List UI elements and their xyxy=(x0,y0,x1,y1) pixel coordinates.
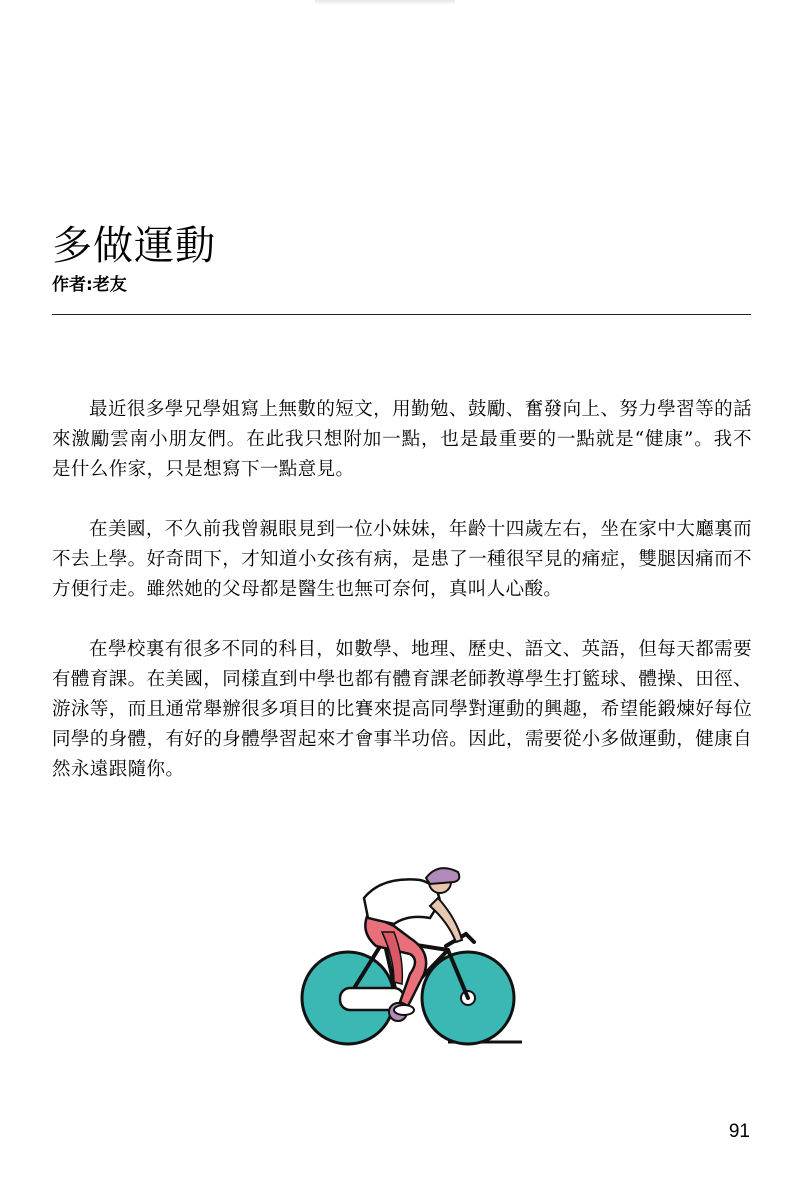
scan-edge-mark xyxy=(315,0,455,5)
paragraph-2: 在美國，不久前我曾親眼見到一位小妹妹，年齡十四歲左右，坐在家中大廳裏而不去上學。好奇問下，才知道小女孩有病，是患了一種很罕見的痛症，雙腿因痛而不方便行走。雖然她的父母都是醫生也無可奈何，真叫人心酸。 xyxy=(52,519,752,600)
article-body xyxy=(52,395,752,815)
cyclist-icon xyxy=(298,862,526,1052)
article-author: 作者:老友 xyxy=(52,275,127,295)
article-title: 多做運動 xyxy=(52,223,216,269)
paragraph-3: 在學校裏有很多不同的科目，如數學、地理、歷史、語文、英語，但每天都需要有體育課。在美國，同樣直到中學也都有體育課老師教導學生打籃球、體操、田徑、游泳等，而且通常舉辦很多項目的比賽來提高同學對運動的興趣，希望能鍛煉好每位同學的身體，有好的身體學習起來才會事半功倍。因此，需要從小多做運動，健康自然永遠跟隨你。 xyxy=(52,639,752,780)
title-divider xyxy=(52,314,751,315)
page-number: 91 xyxy=(728,1121,750,1142)
paragraph-1: 最近很多學兄學姐寫上無數的短文，用勤勉、鼓勵、奮發向上、努力學習等的話來激勵雲南小朋友們。在此我只想附加一點，也是最重要的一點就是“健康”。我不是什么作家，只是想寫下一點意見。 xyxy=(52,399,752,480)
